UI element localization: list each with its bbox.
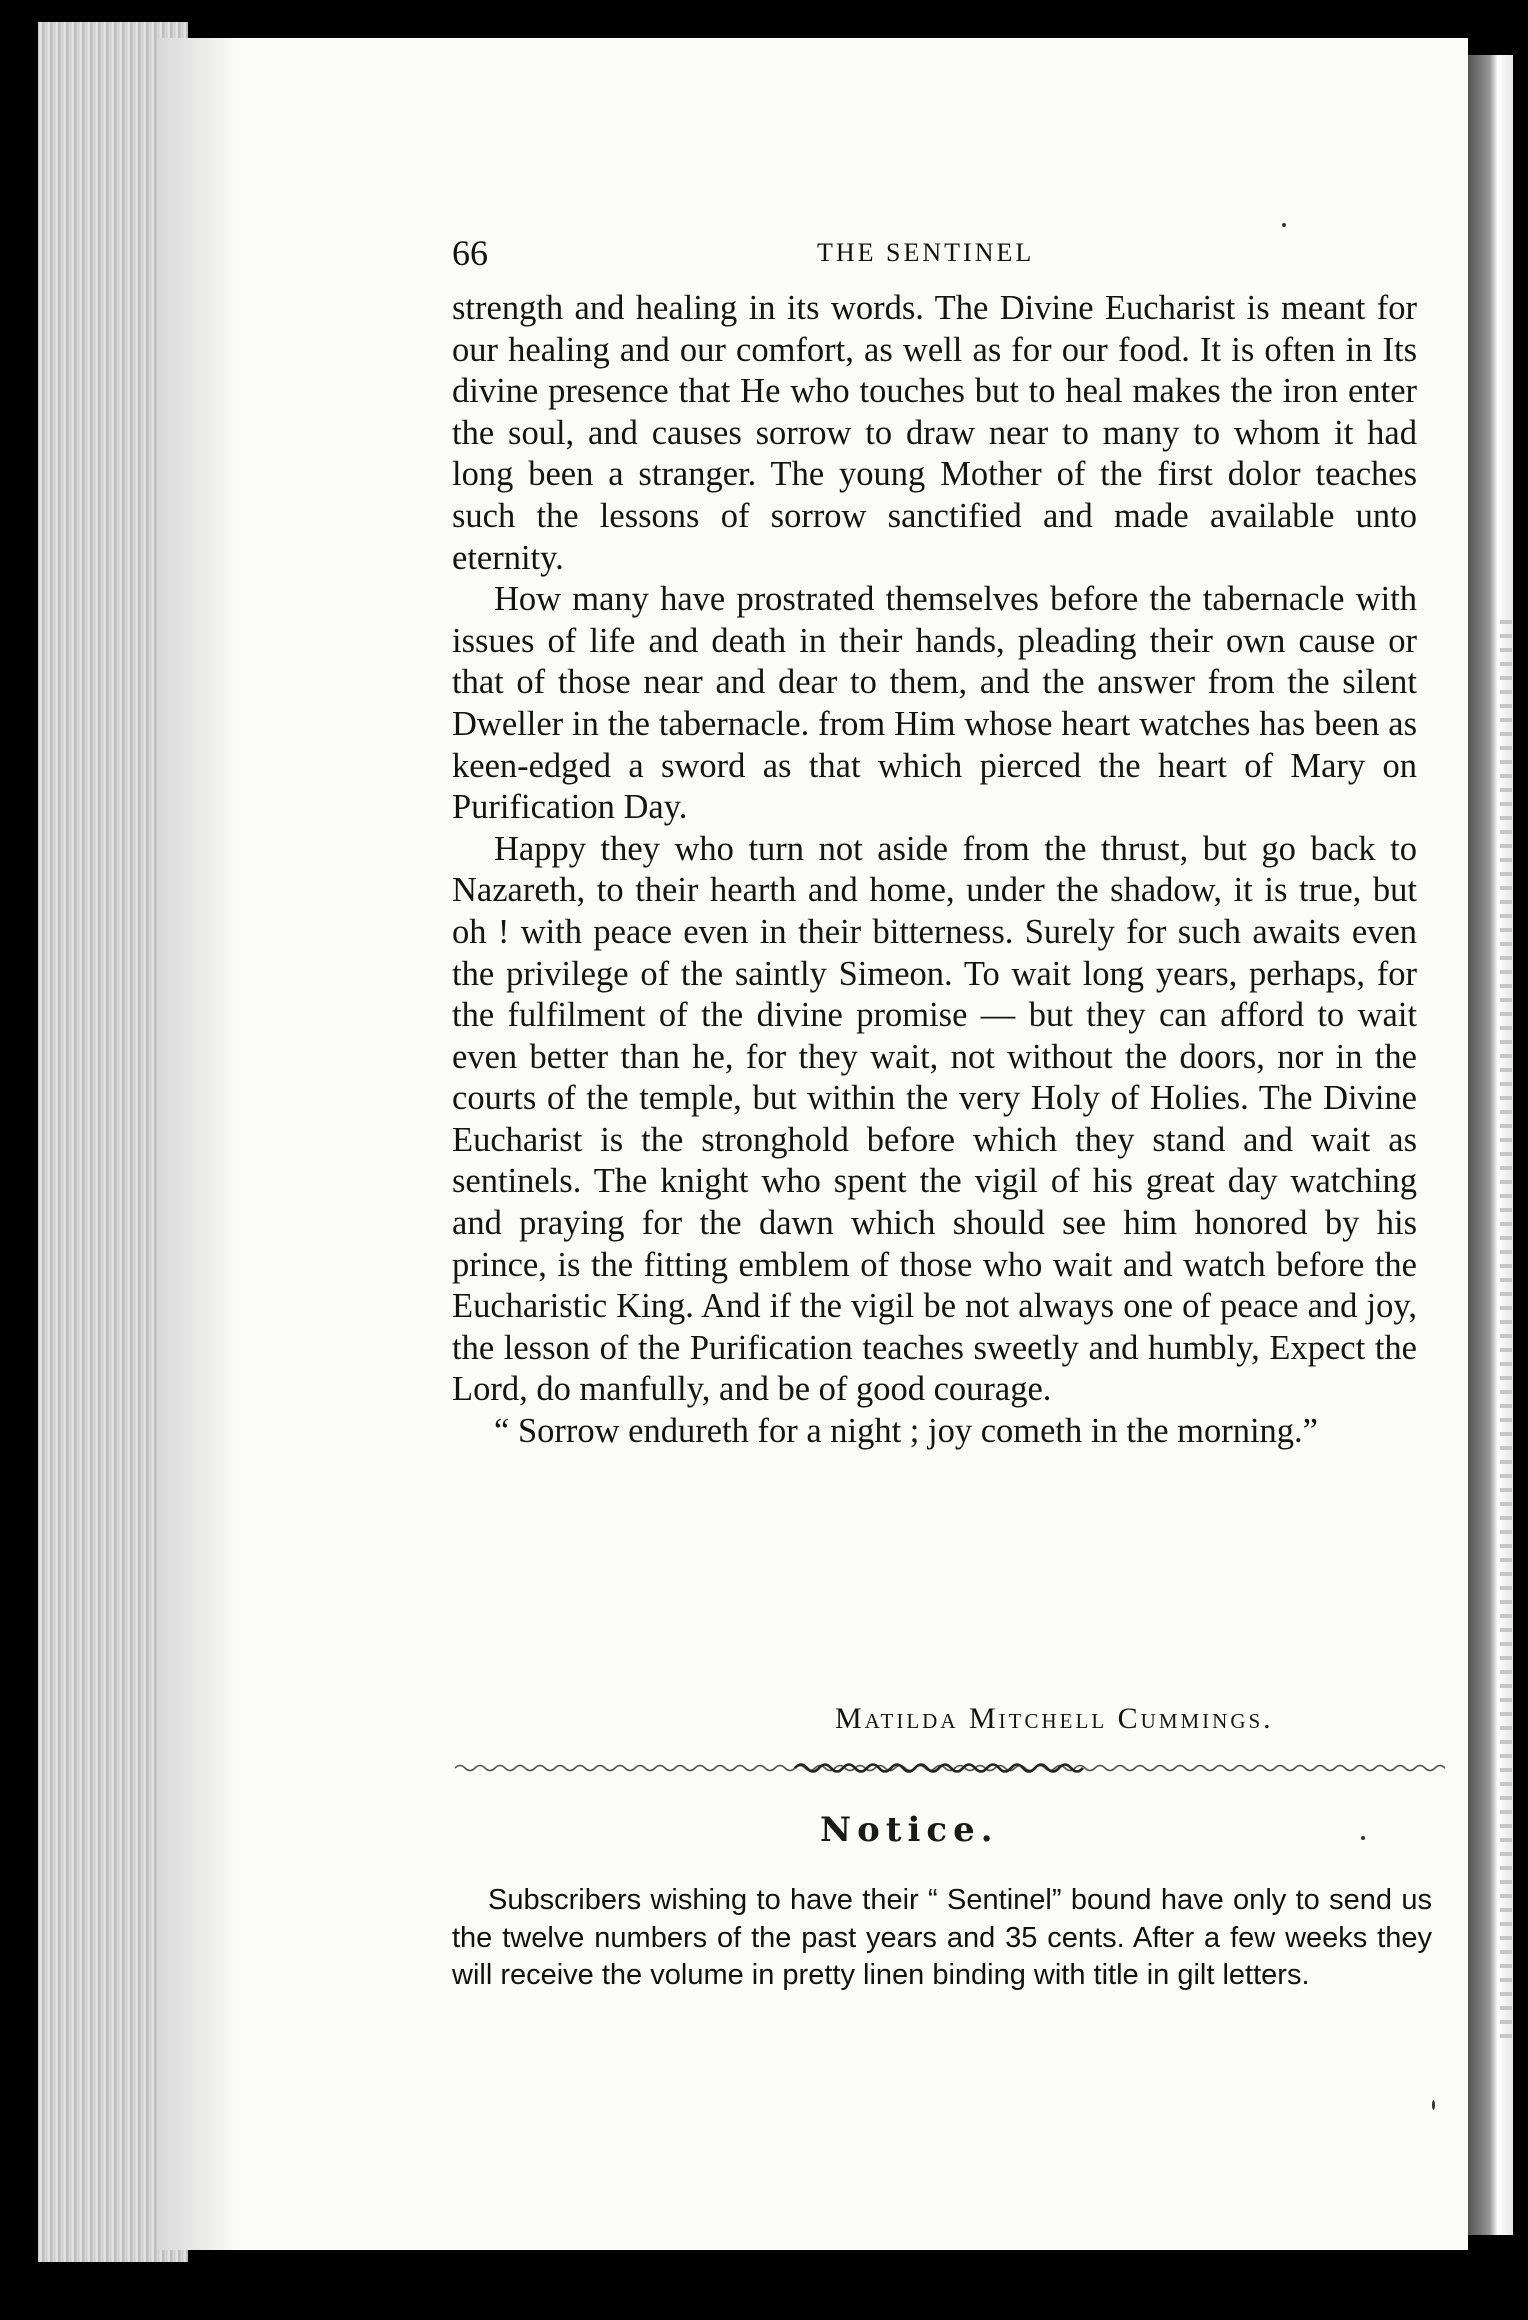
facing-page-ornament-border [1500,620,1512,2040]
notice-title: Notice. [820,1810,999,1850]
page-gutter-shadow [158,38,238,2250]
print-speck [1282,223,1286,227]
notice-body [452,1882,1432,1995]
notice-paragraph: Subscribers wishing to have their “ Sentinel” bound have only to send us the twelve numbers of the past years and 35 cents. After a few weeks they will receive the volume in pretty linen binding with title in gilt letters. [452,1884,1432,1991]
article-paragraph: strength and healing in its words. The Divine Eucharist is meant for our healing and our comfort, as well as for our food. It is often in Its divine presence that He who touches but to heal makes the iron enter the soul, and causes sorrow to draw near to many to whom it had long been a stranger. The young Mother of the first dolor teaches such the lessons of sorrow sanctified and made available unto eternity. [452,289,1417,577]
page-number: 66 [452,233,488,273]
article-paragraph: Happy they who turn not aside from the thrust, but go back to Nazareth, to their hearth and home, under the shadow, it is true, but oh ! with peace even in their bitterness. Surely for such awaits even the privilege of the saintly Simeon. To wait long years, perhaps, for the fulfilment of the divine promise — but they can afford to wait even better than he, for they wait, not without the doors, nor in the courts of the temple, but within the very Holy of Holies. The Divine Eucharist is the stronghold before which they stand and wait as sentinels. The knight who spent the vigil of his great day watching and praying for the dawn which should see him honored by his prince, is the fitting emblem of those who wait and watch before the Eucharistic King. And if the vigil be not always one of peace and joy, the lesson of the Purification teaches sweetly and humbly, Expect the Lord, do manfully, and be of good courage. [452,829,1417,1409]
article-quote: “ Sorrow endureth for a night ; joy cometh in the morning.” [494,1412,1318,1451]
running-head: THE SENTINEL [817,238,1035,267]
ornamental-divider [455,1760,1445,1776]
print-speck [1361,1836,1365,1840]
author-signature: Matilda Mitchell Cummings. [835,1702,1274,1735]
article-paragraph: How many have prostrated themselves before the tabernacle with issues of life and death in their hands, pleading their own cause or that of those near and dear to them, and the answer from the silent Dweller in the tabernacle. from Him whose heart watches has been as keen-edged a sword as that which pierced the heart of Mary on Purification Day. [452,580,1417,827]
print-speck [1432,2100,1435,2110]
page-header [452,232,1442,282]
article-body [452,288,1417,1453]
